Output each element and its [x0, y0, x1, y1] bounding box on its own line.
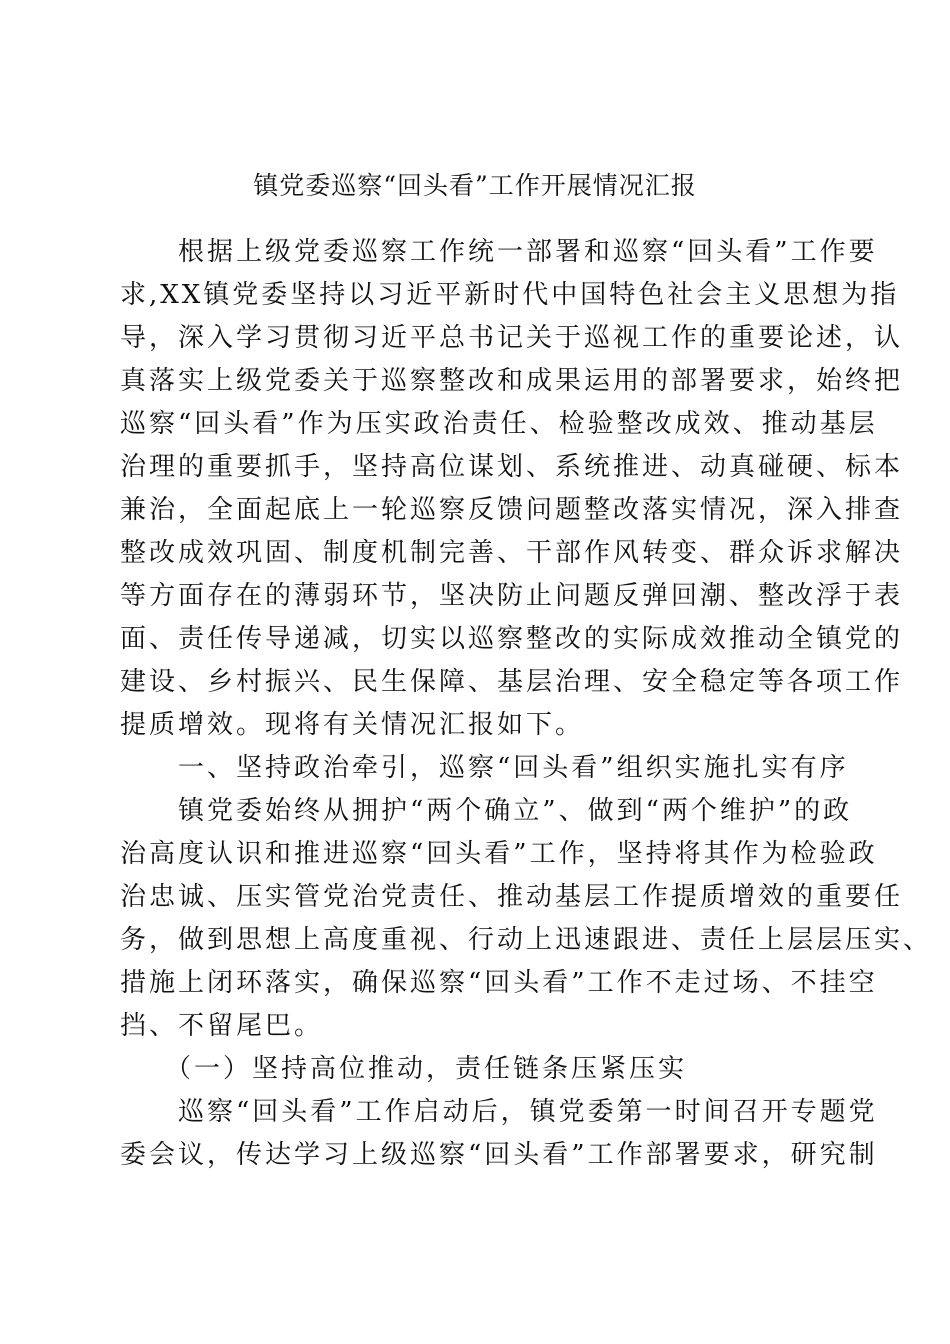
text-line: 巡察“回头看”作为压实政治责任、检验整改成效、推动基层: [120, 409, 878, 439]
text-line: 务，做到思想上高度重视、行动上迅速跟进、责任上层层压实、: [120, 925, 933, 955]
text-line: 等方面存在的薄弱环节，坚决防止问题反弹回潮、整改浮于表: [120, 581, 904, 611]
text-line: 真落实上级党委关于巡察整改和成果运用的部署要求，始终把: [120, 366, 904, 396]
text-line: 兼治，全面起底上一轮巡察反馈问题整改落实情况，深入排查: [120, 495, 904, 525]
text-line: 委会议，传达学习上级巡察“回头看”工作部署要求，研究制: [120, 1140, 878, 1170]
text-line: 治理的重要抓手，坚持高位谋划、系统推进、动真碰硬、标本: [120, 452, 904, 482]
subsection-heading: （一）坚持高位推动，责任链条压紧压实: [120, 1054, 688, 1084]
text-line: 治高度认识和推进巡察“回头看”工作，坚持将其作为检验政: [120, 839, 878, 869]
text-line: 根据上级党委巡察工作统一部署和巡察“回头看”工作要: [120, 237, 878, 267]
text-line: 面、责任传导递减，切实以巡察整改的实际成效推动全镇党的: [120, 624, 904, 654]
text-line: 求,XX镇党委坚持以习近平新时代中国特色社会主义思想为指: [120, 280, 900, 310]
text-line: 整改成效巩固、制度机制完善、干部作风转变、群众诉求解决: [120, 538, 904, 568]
text-line: 提质增效。现将有关情况汇报如下。: [120, 710, 585, 740]
text-line: 巡察“回头看”工作启动后，镇党委第一时间召开专题党: [120, 1097, 878, 1127]
text-line: 建设、乡村振兴、民生保障、基层治理、安全稳定等各项工作: [120, 667, 904, 697]
text-line: 挡、不留尾巴。: [120, 1011, 324, 1041]
text-line: 导，深入学习贯彻习近平总书记关于巡视工作的重要论述，认: [120, 323, 904, 353]
text-line: 治忠诚、压实管党治党责任、推动基层工作提质增效的重要任: [120, 882, 904, 912]
text-line: 措施上闭环落实，确保巡察“回头看”工作不走过场、不挂空: [120, 968, 878, 998]
text-line: 镇党委始终从拥护“两个确立”、做到“两个维护”的政: [120, 796, 853, 826]
section-heading: 一、坚持政治牵引，巡察“回头看”组织实施扎实有序: [120, 753, 849, 783]
document-title: 镇党委巡察“回头看”工作开展情况汇报: [253, 171, 697, 200]
